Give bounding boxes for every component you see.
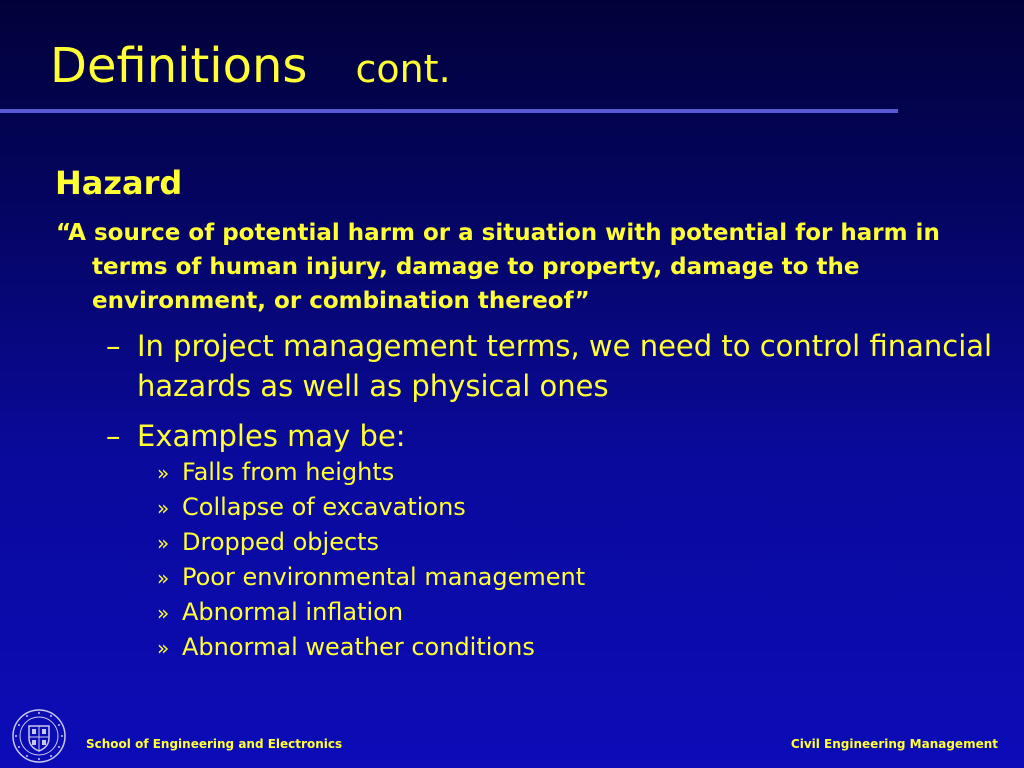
list-item-text: Abnormal weather conditions <box>182 633 535 661</box>
point-text: Examples may be: <box>137 419 406 453</box>
bullet-marker: » <box>157 531 170 555</box>
list-item-text: Falls from heights <box>182 458 395 486</box>
list-item-text: Collapse of excavations <box>182 493 466 521</box>
section-heading: Hazard <box>55 164 183 202</box>
bullet-marker: » <box>157 636 170 660</box>
bullet-marker: » <box>157 496 170 520</box>
examples-list <box>157 455 585 665</box>
footer-course-name: Civil Engineering Management <box>790 737 998 751</box>
bullet-marker: » <box>157 566 170 590</box>
dash-marker: – <box>106 419 121 453</box>
point-item <box>106 416 996 456</box>
list-item <box>157 490 585 525</box>
point-text: In project management terms, we need to control financial hazards as well as physical ones <box>137 329 993 403</box>
list-item <box>157 525 585 560</box>
list-item-text: Poor environmental management <box>182 563 586 591</box>
slide-title <box>50 38 451 94</box>
bullet-marker: » <box>157 461 170 485</box>
point-item <box>106 326 996 406</box>
title-main: Definitions <box>50 38 308 94</box>
bullet-marker: » <box>157 601 170 625</box>
footer-school-name: School of Engineering and Electronics <box>86 737 343 751</box>
university-crest-icon <box>11 708 67 764</box>
list-item <box>157 455 585 490</box>
list-item <box>157 630 585 665</box>
dash-marker: – <box>106 329 121 363</box>
list-item-text: Abnormal inflation <box>182 598 404 626</box>
title-divider <box>0 109 898 113</box>
list-item <box>157 595 585 630</box>
list-item <box>157 560 585 595</box>
hazard-definition: “A source of potential harm or a situation with potential for harm in terms of human injury, damage to property, damage to the environment, or combination thereof” <box>56 220 940 314</box>
list-item-text: Dropped objects <box>182 528 380 556</box>
title-suffix: cont. <box>355 47 451 91</box>
